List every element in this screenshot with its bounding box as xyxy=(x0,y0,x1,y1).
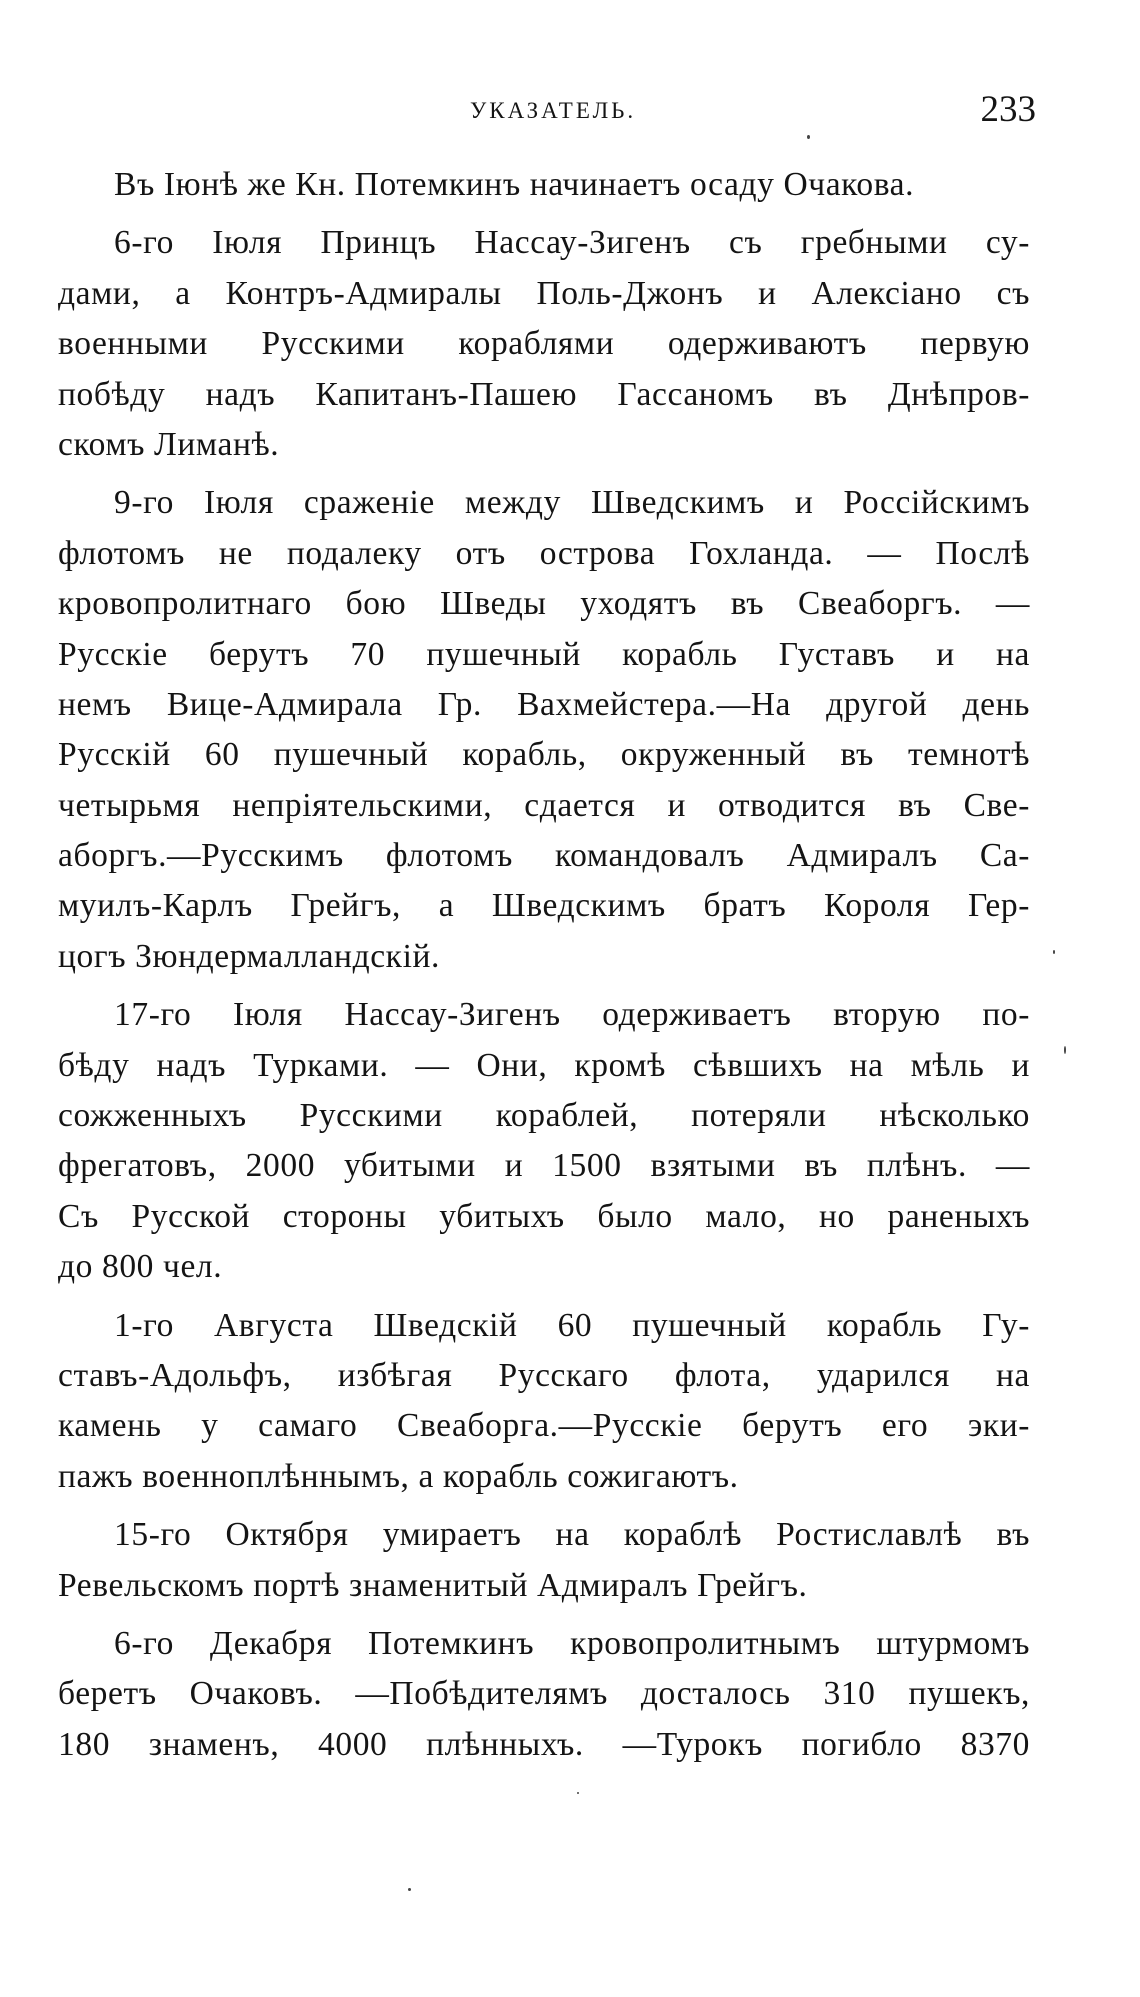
text-line: 6-го Декабря Потемкинъ кровопролитнымъ штурмомъ xyxy=(114,1624,1030,1662)
text-line: четырьмя непріятельскими, сдается и отводится въ Све- xyxy=(58,786,1030,824)
page-number: 233 xyxy=(980,89,1036,130)
text-line: муилъ-Карлъ Грейгъ, а Шведскимъ братъ Короля Гер- xyxy=(58,887,1030,925)
text-line: 6-го Іюля Принцъ Нассау-Зигенъ съ гребными су- xyxy=(114,224,1030,262)
scan-speck xyxy=(807,135,810,139)
text-line: скомъ Лиманѣ. xyxy=(58,425,280,463)
body-text xyxy=(58,160,1030,1778)
running-header xyxy=(0,88,1140,128)
running-title: УКАЗАТЕЛЬ. xyxy=(470,98,637,123)
text-line: 15-го Октября умираетъ на кораблѣ Ростиславлѣ въ xyxy=(114,1516,1030,1554)
text-line: побѣду надъ Капитанъ-Пашею Гассаномъ въ Днѣпров- xyxy=(58,375,1030,413)
text-line: военными Русскими кораблями одерживаютъ первую xyxy=(58,325,1030,363)
text-line: флотомъ не подалеку отъ острова Гохланда. — Послѣ xyxy=(58,534,1030,572)
text-line: ставъ-Адольфъ, избѣгая Русскаго флота, ударился на xyxy=(58,1356,1030,1394)
text-line: аборгъ.—Русскимъ флотомъ командовалъ Адмиралъ Са- xyxy=(58,837,1030,875)
paragraph xyxy=(58,1510,1030,1611)
text-line: 180 знаменъ, 4000 плѣнныхъ. —Турокъ погибло 8370 xyxy=(58,1725,1030,1763)
text-line: 1-го Августа Шведскій 60 пушечный корабль Гу- xyxy=(114,1306,1030,1344)
text-line: бѣду надъ Турками. — Они, кромѣ сѣвшихъ на мѣль и xyxy=(58,1046,1030,1084)
text-line: Русскій 60 пушечный корабль, окруженный въ темнотѣ xyxy=(58,736,1030,774)
text-line: сожженныхъ Русскими кораблей, потеряли нѣсколько xyxy=(58,1097,1030,1135)
scan-speck xyxy=(408,1888,411,1891)
text-line: Ревельскомъ портѣ знаменитый Адмиралъ Грейгъ. xyxy=(58,1566,808,1604)
paragraph xyxy=(58,990,1030,1292)
text-line: фрегатовъ, 2000 убитыми и 1500 взятыми въ плѣнъ. — xyxy=(58,1147,1030,1185)
text-line: беретъ Очаковъ. —Побѣдителямъ досталось 310 пушекъ, xyxy=(58,1675,1030,1713)
text-line: немъ Вице-Адмирала Гр. Вахмейстера.—На другой день xyxy=(58,685,1030,723)
paragraph xyxy=(58,478,1030,982)
paragraph xyxy=(58,1619,1030,1770)
paragraph xyxy=(58,160,1030,210)
text-line: Въ Іюнѣ же Кн. Потемкинъ начинаетъ осаду Очакова. xyxy=(114,166,915,203)
text-line: 17-го Іюля Нассау-Зигенъ одерживаетъ вторую по- xyxy=(114,996,1030,1034)
text-line: Русскіе берутъ 70 пушечный корабль Густавъ и на xyxy=(58,635,1030,673)
text-line: кровопролитнаго бою Шведы уходятъ въ Свеаборгъ. — xyxy=(58,585,1030,623)
scan-speck xyxy=(577,1792,579,1794)
scan-speck xyxy=(1064,1046,1066,1054)
scan-speck xyxy=(1053,950,1055,954)
paragraph xyxy=(58,218,1030,470)
paragraph xyxy=(58,1301,1030,1503)
text-line: дами, а Контръ-Адмиралы Поль-Джонъ и Алексіано съ xyxy=(58,274,1030,312)
text-line: до 800 чел. xyxy=(58,1248,223,1286)
text-line: камень у самаго Свеаборга.—Русскіе берутъ его эки- xyxy=(58,1407,1030,1445)
text-line: пажъ военноплѣннымъ, а корабль сожигаютъ. xyxy=(58,1457,739,1495)
text-line: 9-го Іюля сраженіе между Шведскимъ и Россійскимъ xyxy=(114,484,1030,522)
text-line: Съ Русской стороны убитыхъ было мало, но раненыхъ xyxy=(58,1197,1030,1235)
text-line: цогъ Зюндермалландскій. xyxy=(58,937,440,975)
